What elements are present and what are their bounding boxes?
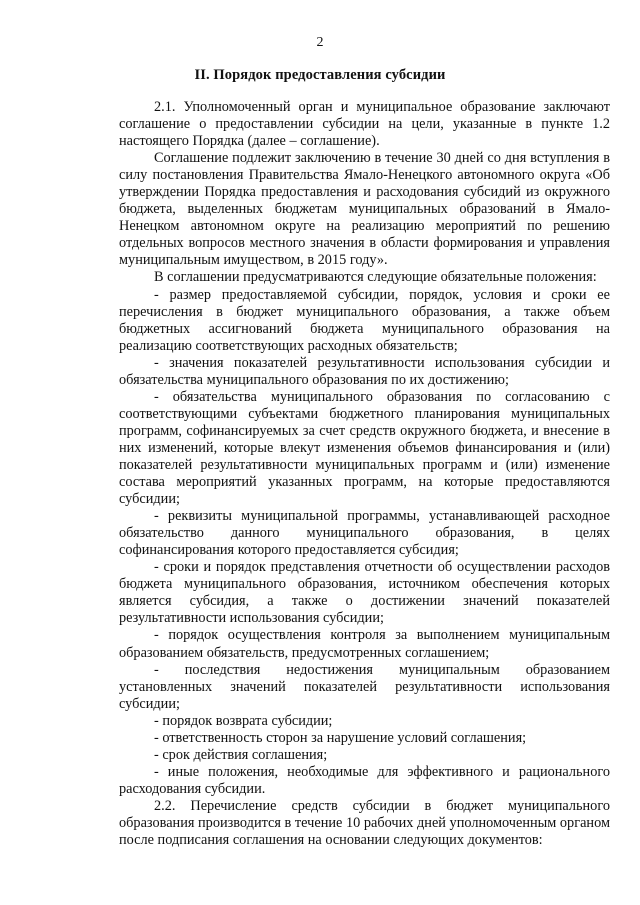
paragraph-2-1: 2.1. Уполномоченный орган и муниципальное образование заключают соглашение о предоставлении субсидии на цели, указанные в пункте 1.2 настоящего Порядка (далее – соглашение). [119,99,610,150]
list-item: - значения показателей результативности использования субсидии и обязательства муниципального образования по их достижению; [119,354,610,388]
list-item: - порядок осуществления контроля за выполнением муниципальным образованием обязательств, предусмотренных соглашением; [119,627,610,661]
list-item: - размер предоставляемой субсидии, порядок, условия и сроки ее перечисления в бюджет муниципального образования, а также объем бюджетных ассигнований бюджета муниципального образования на реализацию соответствующих расходных обязательств; [119,286,610,354]
list-item: - порядок возврата субсидии; [154,712,333,729]
page-number: 2 [316,35,324,50]
list-item: - ответственность сторон за нарушение условий соглашения; [154,729,527,746]
paragraph-mandatory-provisions: В соглашении предусматриваются следующие обязательные положения: [154,269,597,286]
list-item: - иные положения, необходимые для эффективного и рационального расходования субсидии. [119,763,610,797]
body-text [119,99,610,849]
section-title: II. Порядок предоставления субсидии [194,67,446,83]
paragraph-agreement-deadline: Соглашение подлежит заключению в течение 30 дней со дня вступления в силу постановления Правительства Ямало-Ненецкого автономного округа «Об утверждении Порядка предоставления и расходования субсидий из окружного бюджета, выделенных бюджетам муниципальных образований в Ямало-Ненецком автономном округе на реализацию мероприятий по решению отдельных вопросов местного значения в области формирования и управления муниципальным имуществом, в 2015 году». [119,150,610,269]
list-item: - срок действия соглашения; [154,746,328,763]
list-item: - обязательства муниципального образования по согласованию с соответствующими субъектами бюджетного планирования муниципальных программ, софинансируемых за счет средств окружного бюджета, и внесение в них изменений, которые влекут изменения объемов финансирования и (или) показателей результативности муниципальных программ и (или) изменение состава мероприятий указанных программ, на которые предоставляются субсидии; [119,388,610,508]
list-item: - последствия недостижения муниципальным образованием установленных значений показателей результативности использования субсидии; [119,661,610,712]
list-item: - реквизиты муниципальной программы, устанавливающей расходное обязательство данного муниципального образования, в целях софинансирования которого предоставляется субсидия; [119,508,610,559]
paragraph-2-2: 2.2. Перечисление средств субсидии в бюджет муниципального образования производится в течение 10 рабочих дней уполномоченным органом после подписания соглашения на основании следующих документов: [119,797,610,849]
list-item: - сроки и порядок представления отчетности об осуществлении расходов бюджета муниципального образования, источником обеспечения которых является субсидия, а также о достижении значений показателей результативности использования субсидии; [119,559,610,627]
